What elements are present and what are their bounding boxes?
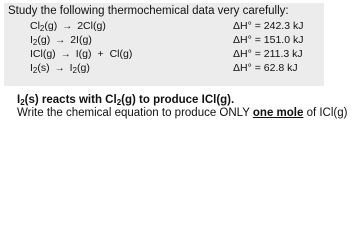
- enthalpy-value: ΔH° = 242.3 kJ: [233, 20, 304, 32]
- arrow-icon: →: [60, 49, 71, 60]
- question-instruction: Write the chemical equation to produce ONLY one mole of ICl(g): [17, 107, 348, 119]
- question-statement: $I_2(s)$ reacts with $Cl_2(g)$ to produce ICl(g).: [17, 94, 235, 107]
- arrow-icon: →: [62, 21, 73, 32]
- thermochemical-data-panel: [4, 3, 324, 86]
- enthalpy-value: ΔH° = 211.3 kJ: [233, 48, 303, 60]
- enthalpy-value: ΔH° = 151.0 kJ: [233, 34, 304, 46]
- reaction-equation: ICl(g) → I(g) + Cl(g): [30, 48, 133, 60]
- reaction-row: [4, 47, 324, 61]
- panel-title: Study the following thermochemical data very carefully:: [8, 5, 289, 17]
- emphasis-one-mole: one mole: [252, 107, 304, 119]
- plus-sign: +: [97, 48, 104, 60]
- reaction-row: [4, 19, 324, 33]
- reaction-equation: $I_2(s) \to I_2(g)$: [30, 62, 90, 75]
- arrow-icon: →: [55, 35, 66, 46]
- reaction-row: [4, 61, 324, 75]
- arrow-icon: →: [54, 63, 65, 74]
- reaction-equation: $Cl_2(g) \to 2Cl(g)$: [30, 20, 106, 33]
- reaction-row: [4, 33, 324, 47]
- reaction-equation: $I_2(g) \to 2I(g)$: [30, 34, 92, 47]
- enthalpy-value: ΔH° = 62.8 kJ: [233, 62, 298, 74]
